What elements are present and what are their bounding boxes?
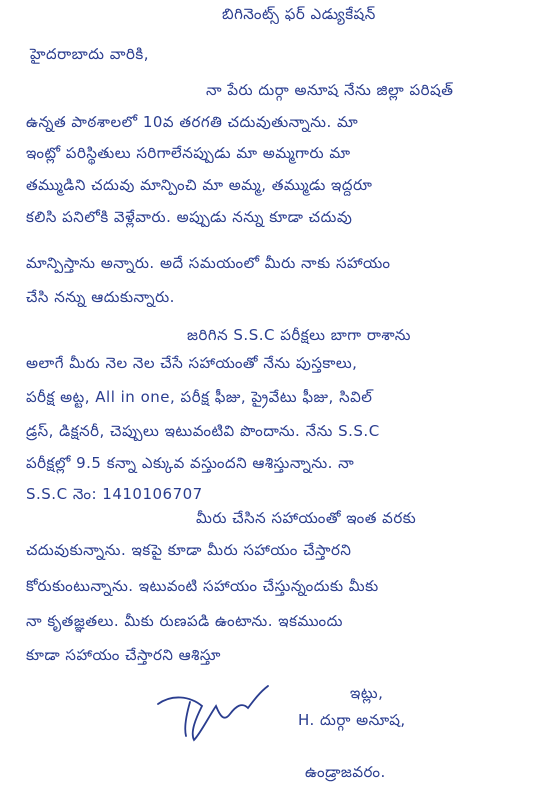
paragraph-1-line-4: తమ్ముడిని చదువు మాన్పించి మా అమ్మ, తమ్ముడు ఇద్దరూ bbox=[26, 176, 373, 194]
letter-heading: బిగినెంట్స్ ఫర్ ఎడ్యుకేషన్ bbox=[222, 5, 376, 23]
salutation: హైదరాబాదు వారికి, bbox=[30, 45, 149, 63]
paragraph-2-line-5: పరీక్షల్లో 9.5 కన్నా ఎక్కువ వస్తుందని ఆశిస్తున్నాను. నా bbox=[26, 454, 355, 472]
paragraph-3-line-1: మీరు చేసిన సహాయంతో ఇంత వరకు bbox=[196, 509, 417, 527]
sender-place: ఉండ్రాజవరం. bbox=[305, 763, 386, 781]
paragraph-3-line-3: కోరుకుంటున్నాను. ఇటువంటి సహాయం చేస్తున్నందుకు మీకు bbox=[26, 577, 379, 595]
paragraph-3-line-4: నా కృతజ్ఞతలు. మీకు రుణపడి ఉంటాను. ఇకముందు bbox=[26, 612, 343, 630]
signature bbox=[150, 676, 280, 746]
paragraph-3-line-2: చదువుకున్నాను. ఇకపై కూడా మీరు సహాయం చేస్తారని bbox=[26, 541, 352, 559]
closing: ఇట్లు, bbox=[350, 684, 384, 702]
paragraph-1-line-3: ఇంట్లో పరిస్థితులు సరిగాలేనప్పుడు మా అమ్మగారు మా bbox=[26, 144, 351, 162]
paragraph-1-line-1: నా పేరు దుర్గా అనూష నేను జిల్లా పరిషత్ bbox=[206, 81, 454, 99]
paragraph-1-line-7: చేసి నన్ను ఆదుకున్నారు. bbox=[26, 288, 175, 306]
paragraph-1-line-6: మాన్పిస్తాను అన్నారు. అదే సమయంలో మీరు నాకు సహాయం bbox=[26, 254, 391, 272]
paragraph-2-line-3: పరీక్ష అట్ట, All in one, పరీక్ష ఫీజు, ప్రైవేటు ఫీజు, సివిల్ bbox=[26, 388, 373, 406]
paragraph-1-line-2: ఉన్నత పాఠశాలలో 10వ తరగతి చదువుతున్నాను. మా bbox=[26, 113, 359, 131]
sender-name: H. దుర్గా అనూష, bbox=[298, 711, 406, 729]
ssc-number: S.S.C నెం: 1410106707 bbox=[26, 485, 203, 503]
paragraph-2-line-4: డ్రస్, డిక్షనరీ, చెప్పులు ఇటువంటివి పొందాను. నేను S.S.C bbox=[26, 422, 380, 440]
paragraph-1-line-5: కలిసి పనిలోకి వెళ్లేవారు. అప్పుడు నన్ను కూడా చదువు bbox=[26, 208, 353, 226]
paragraph-2-line-1: జరిగిన S.S.C పరీక్షలు బాగా రాశాను bbox=[187, 326, 411, 344]
paragraph-2-line-2: అలాగే మీరు నెల నెల చేసే సహాయంతో నేను పుస్తకాలు, bbox=[26, 354, 358, 372]
paragraph-3-line-5: కూడా సహాయం చేస్తారని ఆశిస్తూ bbox=[26, 646, 221, 664]
